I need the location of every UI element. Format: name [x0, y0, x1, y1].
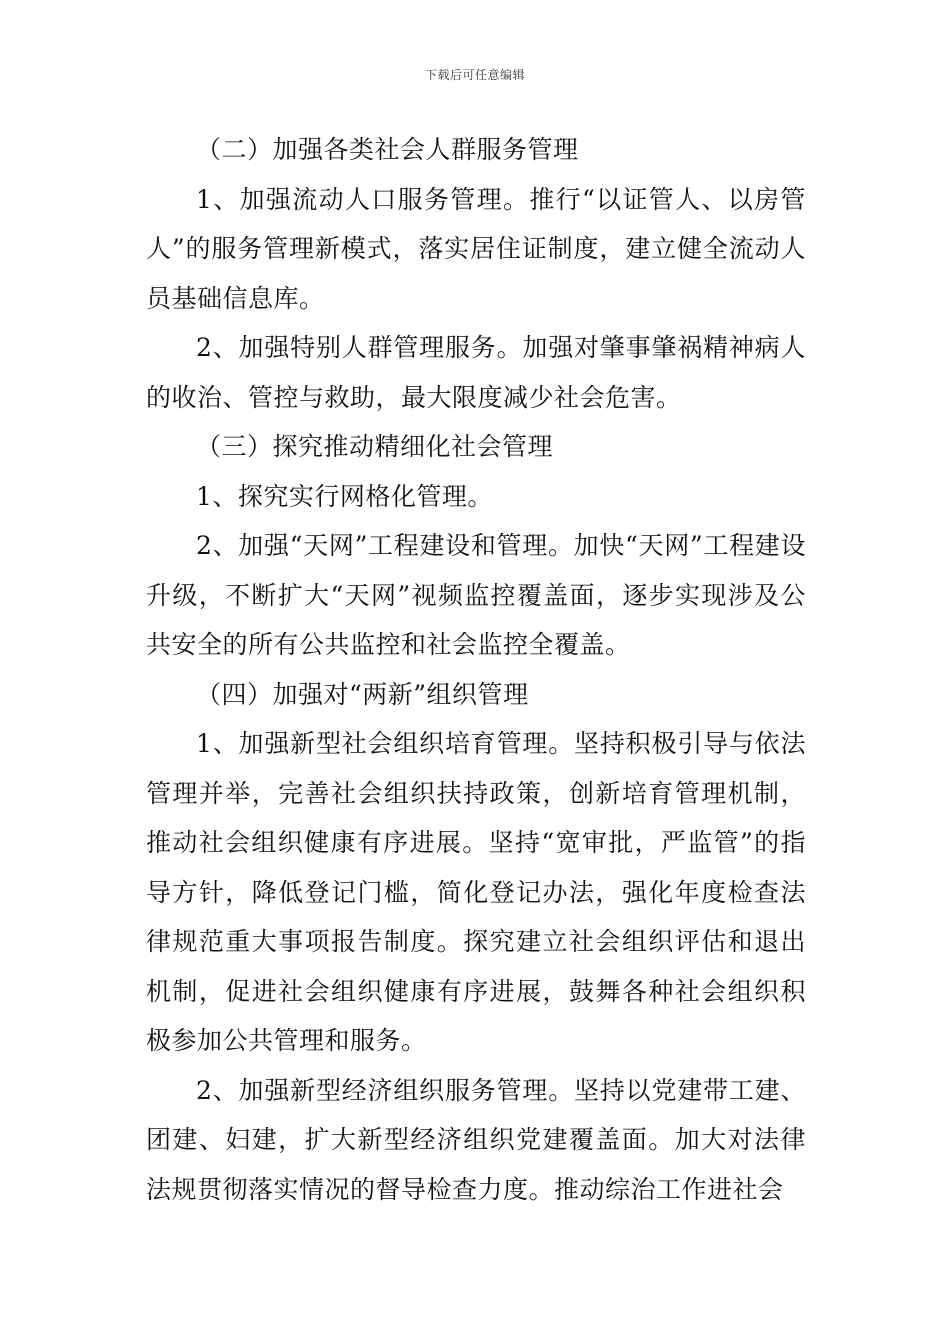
page-header-note: 下载后可任意编辑 — [424, 68, 525, 82]
section-heading-2: （二）加强各类社会人群服务管理 — [196, 135, 579, 164]
document-body — [146, 125, 806, 1214]
paragraph-grid-management: 1、探究实行网格化管理。 — [196, 481, 493, 511]
paragraph-special-groups: 2、加强特别人群管理服务。加强对肇事肇祸精神病人的收治、管控与救助，最大限度减少社会危害。 — [146, 333, 806, 412]
section-heading-4: （四）加强对“两新”组织管理 — [196, 679, 529, 709]
paragraph-skynet: 2、加强“天网”工程建设和管理。加快“天网”工程建设升级，不断扩大“天网”视频监控覆盖面，逐步实现涉及公共安全的所有公共监控和社会监控全覆盖。 — [146, 531, 806, 659]
paragraph-economic-organizations: 2、加强新型经济组织服务管理。坚持以党建带工建、团建、妇建，扩大新型经济组织党建覆盖面。加大对法律法规贯彻落实情况的督导检查力度。推动综治工作进社会 — [146, 1075, 806, 1204]
section-heading-3: （三）探究推动精细化社会管理 — [196, 432, 554, 461]
paragraph-floating-population: 1、加强流动人口服务管理。推行“以证管人、以房管人”的服务管理新模式，落实居住证制度，建立健全流动人员基础信息库。 — [146, 184, 806, 313]
paragraph-social-organizations: 1、加强新型社会组织培育管理。坚持积极引导与依法管理并举，完善社会组织扶持政策，创新培育管理机制，推动社会组织健康有序进展。坚持“宽审批，严监管”的指导方针，降低登记门槛，简化登记办法，强化年度检查法律规范重大事项报告制度。探究建立社会组织评估和退出机制，促进社会组织健康有序进展，鼓舞各种社会组织积极参加公共管理和服务。 — [146, 729, 806, 1055]
